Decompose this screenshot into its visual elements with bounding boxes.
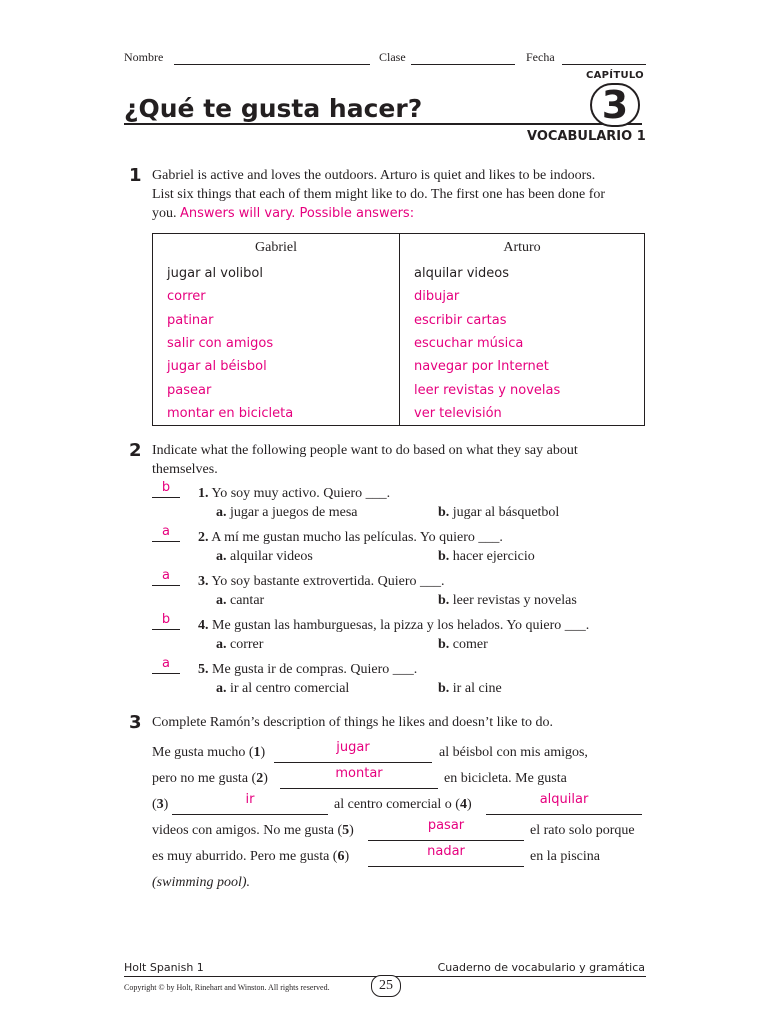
opt-a-label: a. [216,505,227,520]
ex3-text-11: (swimming pool). [152,875,250,890]
item-4-text: Me gustan las hamburguesas, la pizza y los helados. Yo quiero ___. [212,618,590,633]
table-row [153,355,645,378]
clase-label: Clase [379,50,406,64]
answer-arturo: ver televisión [414,405,502,421]
item-4-answer: b [161,612,171,627]
item-5-option-a [216,681,349,697]
ex1-line-3 [152,204,642,223]
blank-6-answer: nadar [427,844,465,859]
item-5-option-b [438,681,502,697]
opt-a-label: a. [216,637,227,652]
item-3-text: Yo soy bastante extrovertida. Quiero ___. [211,574,445,589]
example-arturo: alquilar videos [414,266,510,282]
answer-arturo: escuchar música [414,336,524,352]
vocab-table [152,233,645,426]
opt-a-text: ir al centro comercial [230,681,350,696]
blank-6-line[interactable] [368,866,524,867]
opt-b-text: jugar al básquetbol [452,505,560,520]
blank-3-line[interactable] [172,814,328,815]
item-4-option-b [438,637,488,653]
item-1-option-b [438,505,559,521]
exercise-3-instructions: Complete Ramón’s description of things he likes and doesn’t like to do. [152,715,554,730]
item-3-answer: a [162,568,170,583]
t6: al centro comercial o ( [334,797,460,812]
t5: ( [152,797,157,812]
page-number: 25 [371,975,401,997]
opt-b-label: b. [438,505,450,520]
page-title: ¿Qué te gusta hacer? [124,94,423,123]
ex3-text-1 [152,745,265,761]
ex3-text-2: al béisbol con mis amigos, [439,745,588,760]
capitulo-label: CAPÍTULO [586,70,644,81]
blank-2-line[interactable] [280,788,438,789]
answer-arturo: navegar por Internet [414,359,549,375]
opt-b-label: b. [438,593,450,608]
blank-3-answer: ir [245,792,255,807]
item-2-question [198,530,503,546]
t3b: ) [263,771,268,786]
t3: pero no me gusta ( [152,771,257,786]
table-row [153,332,645,355]
ex1-line-1: Gabriel is active and loves the outdoors. Arturo is quiet and likes to be indoors. [152,168,596,183]
answer-arturo: leer revistas y novelas [414,382,561,398]
footer-left: Holt Spanish 1 [124,961,204,974]
opt-b-label: b. [438,549,450,564]
table-header-row [153,234,645,263]
blank-3-num: 3 [156,797,164,812]
item-2-blank[interactable] [152,541,180,542]
answer-gabriel: jugar al béisbol [153,355,400,378]
opt-a-text: cantar [230,593,265,608]
table-row-example [153,262,645,285]
ex1-line-3-text: you. [152,206,177,221]
exercise-3-number: 3 [129,712,142,733]
col-header-gabriel: Gabriel [153,234,400,263]
item-1-text: Yo soy muy activo. Quiero ___. [211,486,391,501]
item-1-answer: b [161,480,171,495]
answer-gabriel: salir con amigos [153,332,400,355]
exercise-2-instructions [152,441,642,479]
col-header-arturo: Arturo [503,240,541,255]
blank-6-num: 6 [337,849,345,864]
clase-line [411,64,515,65]
blank-5-answer: pasar [427,818,465,833]
t9: es muy aburrido. Pero me gusta ( [152,849,338,864]
ex3-text-10: en la piscina [530,849,600,864]
blank-4-answer: alquilar [539,792,589,807]
opt-a-label: a. [216,681,227,696]
opt-b-label: b. [438,637,450,652]
title-rule [124,123,642,125]
blank-5-num: 5 [342,823,350,838]
item-4-num: 4. [198,618,209,633]
blank-2-answer: montar [335,766,383,781]
ex1-line-2: List six things that each of them might like to do. The first one has been done for [152,187,606,202]
footer-right: Cuaderno de vocabulario y gramática [437,961,645,974]
opt-a-text: alquilar videos [230,549,313,564]
opt-b-text: comer [452,637,488,652]
item-2-option-a [216,549,313,565]
blank-1-answer: jugar [336,740,370,755]
item-3-blank[interactable] [152,585,180,586]
item-4-option-a [216,637,263,653]
answer-gabriel: correr [153,285,400,308]
answer-arturo: escribir cartas [414,312,507,328]
t5b: ) [163,797,169,812]
chapter-number-badge: 3 [590,83,640,127]
item-3-question [198,574,445,590]
fecha-line [562,64,646,65]
blank-4-num: 4 [459,797,467,812]
item-2-num: 2. [198,530,209,545]
answers-note: Answers will vary. Possible answers: [180,206,415,221]
item-3-option-b [438,593,577,609]
ex3-text-9 [152,849,349,865]
ex3-text-8: el rato solo porque [530,823,635,838]
item-4-blank[interactable] [152,629,180,630]
item-2-option-b [438,549,535,565]
blank-1-num: 1 [253,745,261,760]
item-5-blank[interactable] [152,673,180,674]
opt-b-text: leer revistas y novelas [452,593,577,608]
ex3-text-4: en bicicleta. Me gusta [444,771,567,786]
item-1-option-a [216,505,358,521]
item-2-text: A mí me gustan mucho las películas. Yo quiero ___. [211,530,503,545]
answer-gabriel: patinar [153,309,400,332]
item-5-question [198,662,417,678]
copyright: Copyright © by Holt, Rinehart and Winston. All rights reserved. [124,983,330,992]
item-5-answer: a [162,656,170,671]
item-2-answer: a [162,524,170,539]
exercise-2-number: 2 [129,440,142,461]
item-3-num: 3. [198,574,209,589]
answer-gabriel: pasear [153,378,400,401]
t7: videos con amigos. No me gusta ( [152,823,343,838]
example-gabriel: jugar al volibol [153,262,400,285]
blank-1-line[interactable] [274,762,432,763]
fecha-label: Fecha [526,50,555,64]
item-5-text: Me gusta ir de compras. Quiero ___. [212,662,418,677]
t6b: ) [466,797,472,812]
t1: Me gusta mucho ( [152,745,254,760]
t1b: ) [260,745,266,760]
nombre-line [174,64,370,65]
item-5-num: 5. [198,662,209,677]
ex2-line-2: themselves. [152,462,218,477]
t7b: ) [349,823,354,838]
exercise-1-instructions [152,166,642,223]
section-label: VOCABULARIO 1 [527,129,646,144]
opt-a-label: a. [216,549,227,564]
exercise-1-number: 1 [129,165,142,186]
item-1-question [198,486,390,502]
opt-a-label: a. [216,593,227,608]
opt-a-text: jugar a juegos de mesa [230,505,358,520]
opt-b-text: hacer ejercicio [452,549,535,564]
ex3-text-6 [334,797,472,813]
table-row [153,285,645,308]
ex3-text-3 [152,771,268,787]
item-1-blank[interactable] [152,497,180,498]
ex2-line-1: Indicate what the following people want to do based on what they say about [152,443,578,458]
blank-5-line[interactable] [368,840,524,841]
table-row [153,402,645,426]
nombre-label: Nombre [124,50,164,64]
table-row [153,309,645,332]
item-1-num: 1. [198,486,209,501]
answer-gabriel: montar en bicicleta [153,402,400,426]
item-3-option-a [216,593,264,609]
opt-b-text: ir al cine [452,681,502,696]
answer-arturo: dibujar [414,289,460,305]
table-row [153,378,645,401]
ex3-text-5 [152,797,168,813]
t9b: ) [344,849,350,864]
blank-2-num: 2 [256,771,264,786]
ex3-text-7 [152,823,354,839]
opt-a-text: correr [230,637,264,652]
blank-4-line[interactable] [486,814,642,815]
item-4-question [198,618,589,634]
opt-b-label: b. [438,681,450,696]
